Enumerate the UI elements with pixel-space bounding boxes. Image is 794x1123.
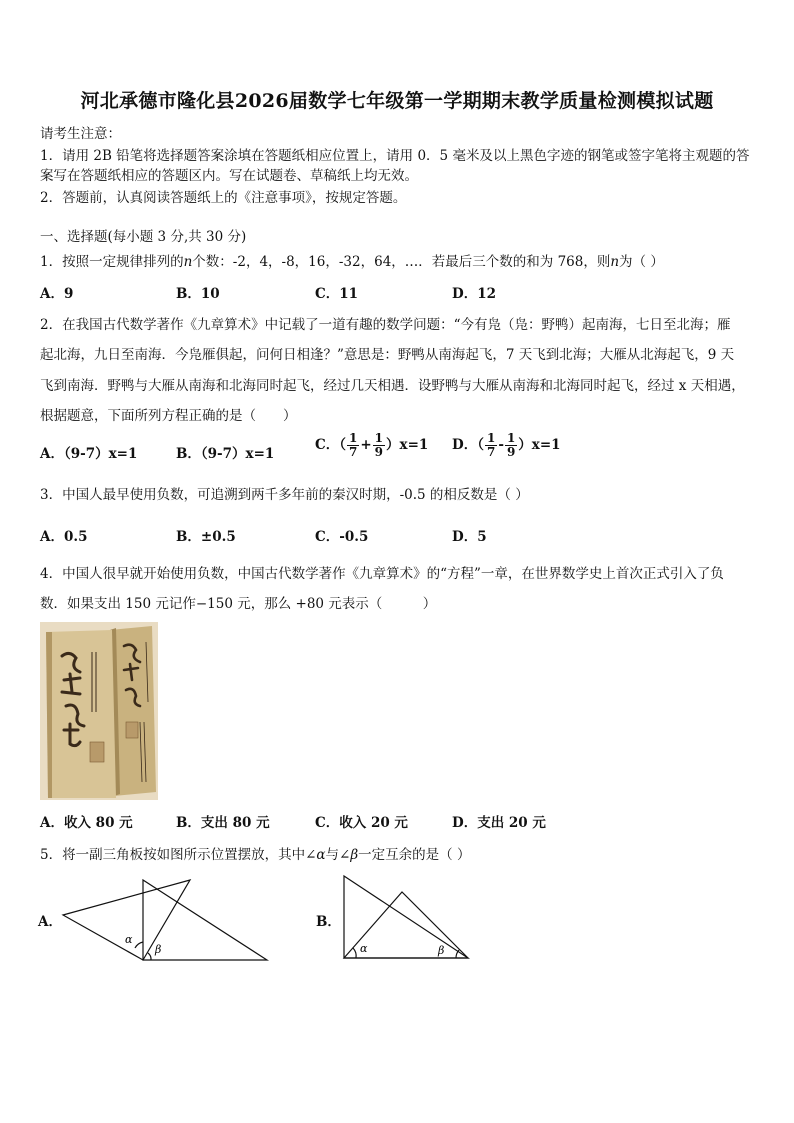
q5-figure-a-beta: β (155, 943, 162, 956)
q5-figure-b-beta: β (438, 944, 445, 957)
q5-figure-a-alpha: α (125, 933, 133, 946)
ancient-math-book-image (40, 622, 158, 800)
q4-line-2: 数．如果支出 150 元记作−150 元，那么 +80 元表示（ ） (40, 596, 437, 612)
q4-option-d: D．支出 20 元 (452, 815, 546, 831)
q1-option-c: C．11 (315, 286, 359, 302)
q4-option-c: C．收入 20 元 (315, 815, 408, 831)
q2-line-3: 飞到南海．野鸭与大雁从南海和北海同时起飞，经过几天相遇．设野鸭与大雁从南海和北海同时起飞，经过 x 天相遇， (40, 378, 745, 394)
q2-option-d: D．（ $\frac{1}{7}$ - $\frac{1}{9}$ ）x=1 (452, 431, 561, 459)
q3-option-d: D．5 (452, 529, 487, 545)
section-heading: 一、选择题(每小题 3 分,共 30 分) (40, 229, 247, 245)
q1-option-d: D．12 (452, 286, 496, 302)
q3-option-a: A．0.5 (40, 529, 88, 545)
q5-figure-a (55, 872, 275, 967)
question-1: 1．按照一定规律排列的n个数：-2，4，-8，16，-32，64，…．若最后三个数的和为 768，则n为（ ） (40, 254, 664, 270)
q2-line-2: 起北海，九日至南海．今凫雁俱起，问何日相逢？”意思是：野鸭从南海起飞，7 天飞到北海；大雁从北海起飞，9 天 (40, 347, 735, 363)
q5-figure-a-label: A． (38, 914, 62, 930)
q5-figure-b (338, 872, 478, 964)
q2-line-1: 2．在我国古代数学著作《九章算术》中记载了一道有趣的数学问题：“今有凫（凫：野鸭）起南海，七日至北海；雁 (40, 317, 731, 333)
notice-line-2: 2．答题前，认真阅读答题纸上的《注意事项》，按规定答题。 (40, 190, 407, 206)
q5-figure-b-label: B． (316, 914, 341, 930)
q3-option-c: C．-0.5 (315, 529, 369, 545)
q2-line-4: 根据题意，下面所列方程正确的是（ ） (40, 408, 297, 424)
question-3: 3．中国人最早使用负数，可追溯到两千多年前的秦汉时期，-0.5 的相反数是（ ） (40, 487, 529, 503)
q4-option-b: B．支出 80 元 (176, 815, 270, 831)
q5-figure-b-alpha: α (360, 942, 368, 955)
q1-option-a: A．9 (40, 286, 74, 302)
q3-option-b: B．±0.5 (176, 529, 236, 545)
q2-option-b: B．（9-7）x=1 (176, 446, 275, 462)
notice-line-1a: 1．请用 2B 铅笔将选择题答案涂填在答题纸相应位置上，请用 0．5 毫米及以上黑色字迹的钢笔或签字笔将主观题的答 (40, 148, 750, 164)
q1-option-b: B．10 (176, 286, 220, 302)
notice-heading: 请考生注意： (40, 126, 121, 142)
q2-option-c: C．（ $\frac{1}{7}$ + $\frac{1}{9}$ ）x=1 (315, 431, 429, 459)
notice-line-1b: 案写在答题纸相应的答题区内。写在试题卷、草稿纸上均无效。 (40, 168, 418, 184)
q2-option-a: A．（9-7）x=1 (40, 446, 138, 462)
q4-option-a: A．收入 80 元 (40, 815, 133, 831)
q4-line-1: 4．中国人很早就开始使用负数，中国古代数学著作《九章算术》的“方程”一章，在世界数学史上首次正式引入了负 (40, 566, 724, 582)
page-title: 河北承德市隆化县2026届数学七年级第一学期期末教学质量检测模拟试题 (80, 90, 714, 112)
question-5: 5．将一副三角板按如图所示位置摆放，其中∠α与∠β一定互余的是（ ） (40, 847, 471, 863)
